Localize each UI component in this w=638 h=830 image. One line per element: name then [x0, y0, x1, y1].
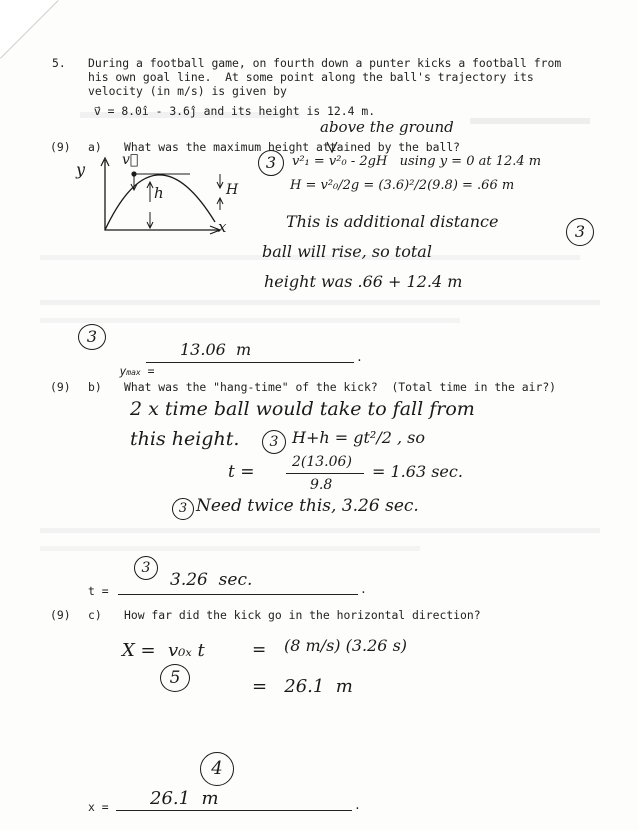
- part-a-points: (9): [50, 140, 71, 154]
- answer-blank-x: [116, 810, 352, 811]
- part-b-question: What was the "hang-time" of the kick? (Total time in the air?): [124, 380, 557, 394]
- answer-blank-t: [118, 594, 358, 595]
- part-c-question: How far did the kick go in the horizontal direction?: [124, 608, 481, 622]
- part-b-need-text: Need twice this, 3.26 sec.: [196, 496, 419, 516]
- part-c-label: c): [88, 608, 102, 622]
- part-c-work-x: X =: [122, 640, 156, 661]
- ymax-symbol: y: [119, 364, 127, 378]
- fraction-bar: [286, 473, 364, 474]
- answer-blank-period: .: [360, 582, 367, 596]
- score-circle: 3: [172, 498, 194, 520]
- part-c-points: (9): [50, 608, 71, 622]
- part-a-note-line1: This is additional distance: [286, 212, 499, 231]
- part-b-score-circle: 3: [134, 556, 158, 580]
- part-a-note-line3: height was .66 + 12.4 m: [264, 272, 463, 291]
- score-circle: 3: [262, 430, 286, 454]
- part-c-work-eq: =: [252, 640, 267, 660]
- problem-text-line1: During a football game, on fourth down a punter kicks a football from: [88, 56, 562, 70]
- answer-blank-ymax: [146, 362, 354, 363]
- problem-text-line3: velocity (in m/s) is given by: [88, 84, 287, 98]
- diagram-label-v: v⃗: [122, 152, 139, 168]
- diagram-label-H: H: [226, 182, 239, 198]
- score-circle: 3: [258, 150, 284, 176]
- diagram-label-y: y: [76, 160, 86, 179]
- answer-blank-period: .: [356, 350, 363, 364]
- fraction-denominator: 9.8: [310, 477, 333, 493]
- score-circle: 5: [160, 664, 190, 692]
- answer-blank-period: .: [354, 798, 361, 812]
- part-c-score-circle: 4: [200, 752, 234, 786]
- part-b-work-line2b: H+h = gt²/2 , so: [292, 428, 425, 447]
- part-a-work-line2: H = v²₀/2g = (3.6)²/2(9.8) = .66 m: [290, 178, 515, 193]
- part-b-t-eq: t =: [228, 462, 255, 482]
- problem-text-line2: his own goal line. At some point along the ball's trajectory its: [88, 70, 534, 84]
- fraction-result: = 1.63 sec.: [372, 462, 463, 481]
- answer-label-x: x =: [88, 800, 109, 814]
- part-b-work-line1: 2 x time ball would take to fall from: [130, 398, 475, 420]
- score-circle: 3: [566, 218, 594, 246]
- diagram-label-x: x: [218, 218, 227, 236]
- problem-number: 5.: [52, 56, 66, 70]
- insert-caret: [325, 140, 339, 154]
- handwritten-insert-note: above the ground: [320, 118, 454, 136]
- answer-value-ymax: 13.06 m: [180, 340, 252, 359]
- part-c-work-rhs: (8 m/s) (3.26 s): [284, 636, 408, 655]
- part-c-work-vox: v₀ₓ t: [168, 640, 205, 661]
- fraction-numerator: 2(13.06): [292, 454, 352, 470]
- answer-value-x: 26.1 m: [150, 788, 219, 809]
- part-a-score-circle: 3: [78, 324, 106, 350]
- part-c-work-result: = 26.1 m: [252, 676, 353, 697]
- part-a-label: a): [88, 140, 102, 154]
- ymax-subscript: max: [126, 368, 141, 377]
- part-b-points: (9): [50, 380, 71, 394]
- answer-label-ymax: ymax =: [119, 364, 155, 378]
- answer-label-t: t =: [88, 584, 109, 598]
- part-b-label: b): [88, 380, 102, 394]
- answer-value-t: 3.26 sec.: [170, 570, 253, 590]
- part-a-note-line2: ball will rise, so total: [262, 242, 432, 261]
- part-a-work-line1: v²₁ = v²₀ - 2gH using y = 0 at 12.4 m: [292, 154, 542, 169]
- velocity-equation: v⃗ = 8.0î - 3.6ĵ and its height is 12.4 m.: [94, 104, 376, 118]
- part-a-question: What was the maximum height attained by the ball?: [124, 140, 461, 154]
- part-b-work-line2a: this height.: [130, 428, 240, 450]
- diagram-label-h: h: [154, 184, 164, 202]
